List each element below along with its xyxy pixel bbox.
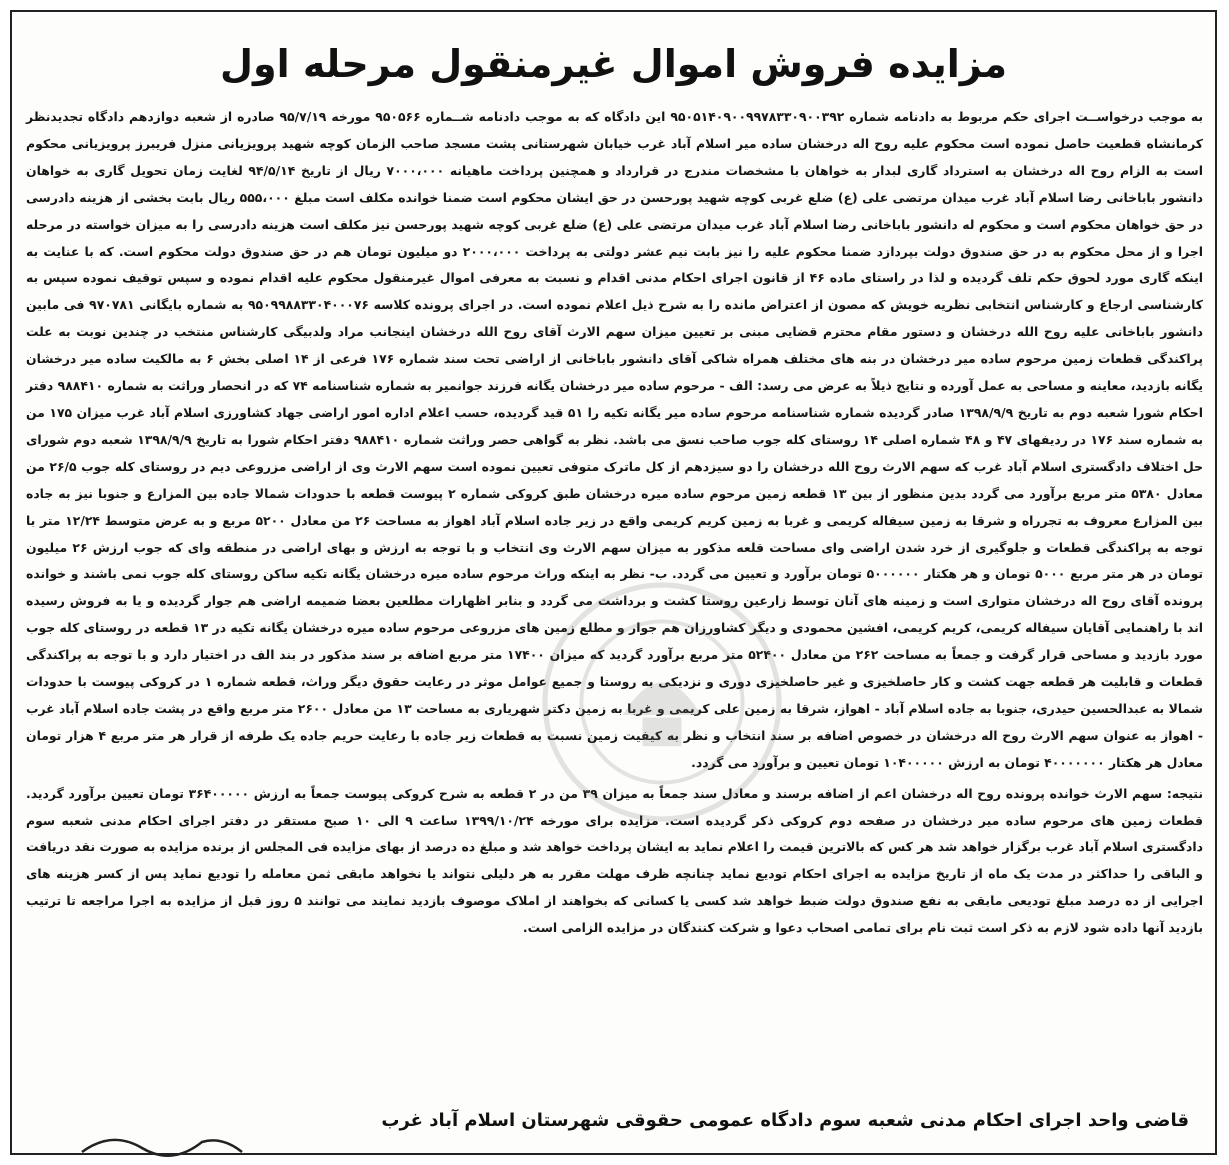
notice-paragraph-result: نتیجه: سهم الارث خوانده پرونده روح اله درخشان اعم از اضافه برسند و معادل سند جمعاً به میزان ۳۹ من در ۲ قطعه به شرح کروکی پیوست جمعاً به ارزش ۳۶۴۰۰۰۰۰ تومان تعیین برآورد گردید. قطعات زمین های مرحوم ساده میر درخشان در صفحه دوم کروکی ذکر گردیده است. مزایده برای مورخه ۱۳۹۹/۱۰/۲۴ ساعت ۹ الی ۱۰ صبح مستقر در دفتر اجرای احکام مدنی شعبه سوم دادگستری اسلام آباد غرب برگزار خواهد شد هر کس که بالاترین قیمت را اعلام نماید به ایشان پرداخت خواهد شد و مبلغ ده درصد از بهای مزایده فی المجلس از برنده مزایده به صورت نقد دریافت و الباقی را حداکثر در مدت یک ماه از تاریخ مزایده به اجرای احکام تودیع نماید چنانچه ظرف مهلت مقرر به هر دلیلی نتواند یا نخواهد مابقی ثمن معامله را تودیع نماید پس از کسر هزینه های اجرایی از ده درصد مبلغ تودیعی مابقی به نفع صندوق دولت ضبط خواهد شد کسی یا کسانی که بخواهند از املاک موصوف بازدید نمایند می توانند ۵ روز قبل از مزایده به اجرا مراجعه تا ترتیب بازدید آنها داده شود لازم به ذکر است ثبت نام برای تمامی اصحاب دعوا و شرکت کنندگان در مزایده الزامی است. <box>26 785 1204 936</box>
handwritten-mark-icon <box>72 1122 252 1162</box>
notice-body <box>26 104 1203 942</box>
notice-page <box>10 10 1217 1155</box>
notice-title: مزایده فروش اموال غیرمنقول مرحله اول <box>220 42 1007 86</box>
judge-signature-line: قاضی واحد اجرای احکام مدنی شعبه سوم دادگاه عمومی حقوقی شهرستان اسلام آباد غرب <box>381 1110 1189 1131</box>
notice-paragraph-main: به موجب درخواســت اجرای حکم مربوط به دادنامه شماره ۹۵۰۵۱۴۰۹۰۰۹۹۷۸۳۳۰۹۰۰۳۹۲ این دادگاه که به موجب دادنامه شــماره ۹۵۰۵۶۶ مورخه ۹۵/۷/۱۹ صادره از شعبه دوازدهم دادگاه تجدیدنظر کرمانشاه قطعیت حاصل نموده است محکوم علیه روح اله درخشان ساده میر اسلام آباد غرب خیابان شهرستانی پشت مسجد صاحب الزمان کوچه شهید پرویزیانی منزل فریبرز پرویزیانی محکوم است به الزام روح اله درخشان به استرداد گاری لبدار به خواهان با مشخصات مندرج در قرارداد و همچنین پرداخت ماهیانه ۷۰۰۰،۰۰۰ ریال از تاریخ ۹۴/۵/۱۴ لغایت زمان تحویل گاری به خواهان دانشور باباخانی رضا اسلام آباد غرب میدان مرتضی علی (ع) ضلع غربی کوچه شهید پورحسن در حق ایشان محکوم است ضمنا خوانده مکلف است مبلغ ۵۵۵،۰۰۰ ریال بابت بخشی از هزینه دادرسی در حق خواهان محکوم است و محکوم له دانشور باباخانی رضا اسلام آباد غرب میدان مرتضی علی (ع) ضلع غربی کوچه شهید پورحسن نیز مکلف است هزینه دادرسی را به میزان خواسته در مرحله اجرا و از محل محکوم به در حق صندوق دولت بپردازد ضمنا محکوم علیه را نیز بابت نیم عشر دولتی به پرداخت ۲۰۰۰،۰۰۰ دو میلیون تومان هم در حق صندوق دولت محکوم است. که با عنایت به اینکه گاری مورد لحوق حکم تلف گردیده و لذا در راستای ماده ۴۶ از قانون اجرای احکام مدنی اقدام و نسبت به معرفی اموال غیرمنقول محکوم علیه اقدام نموده و سپس توقیف نموده سپس به کارشناسی ارجاع و کارشناس انتخابی نظریه خویش که مصون از اعتراض مانده را به شرح ذیل اعلام نموده است. در اجرای پرونده کلاسه ۹۵۰۹۹۸۸۳۳۰۴۰۰۰۷۶ به شماره بایگانی ۹۷۰۷۸۱ فی مابین دانشور باباخانی علیه روح الله درخشان و دستور مقام محترم قضایی مبنی بر تعیین میزان سهم الارث آقای روح الله درخشان اینجانب مراد ولدبیگی کارشناس منتخب در چندین نوبت به علت پراکندگی قطعات زمین مرحوم ساده میر درخشان در بنه های مختلف همراه شاکی آقای دانشور باباخانی از اراضی تحت سند شماره ۱۷۶ فرعی از ۱۴ اصلی بخش ۶ به مالکیت ساده میر درخشان یگانه بازدید، معاینه و مساحی به عمل آورده و نتایج ذیلاً به عرض می رسد: الف - مرحوم ساده میر درخشان یگانه فرزند جوانمیر به شماره شناسنامه ۷۴ که در انحصار وراثت به شماره ۹۸۸۴۱۰ دفتر احکام شورا شعبه دوم به تاریخ ۱۳۹۸/۹/۹ صادر گردیده شماره شناسنامه مرحوم ساده میر یگانه تکیه را ۵۱ قید گردیده، حسب اعلام اداره امور اراضی جهاد کشاورزی اسلام آباد غرب میزان ۱۷۵ من به شماره سند ۱۷۶ در ردیفهای ۴۷ و ۴۸ شماره اصلی ۱۴ روستای کله جوب صاحب نسق می باشد. نظر به گواهی حصر وراثت شماره ۹۸۸۴۱۰ دفتر احکام شورا به تاریخ ۱۳۹۸/۹/۹ شعبه دوم شورای حل اختلاف دادگستری اسلام آباد غرب که سهم الارث روح الله درخشان را دو سیزدهم از کل ماترک متوفی تعیین نموده است سهم الارث وی از اراضی مزروعی دیم در روستای کله جوب ۲۶/۵ من معادل ۵۳۸۰ متر مربع برآورد می گردد بدین منظور از بین ۱۳ قطعه زمین مرحوم ساده میره درخشان طبق کروکی شماره ۲ پیوست قطعه با حدودات شمالا جاده بین المزارع و جنوبا نیز به جاده بین المزارع معروف به تجرراه و شرقا به زمین سیفاله کریمی و غربا به زمین کریم کریمی واقع در زیر جاده اسلام آباد اهواز به مساحت ۲۶ من معادل ۵۲۰۰ مربع و به عرض متوسط ۱۲/۲۴ متر با توجه به پراکندگی قطعات و جلوگیری از خرد شدن اراضی وای مساحت قلعه مذکور به میزان سهم الارث وی انتخاب و با توجه به ارزش و بهای اراضی در منطقه وای که جوب ارزش ۲۶ میلیون تومان در هر متر مربع ۵۰۰۰ تومان و هر هکتار ۵۰۰۰۰۰۰ تومان برآورد و تعیین می گردد. ب- نظر به اینکه وراث مرحوم ساده میره درخشان یگانه تکیه ساکن روستای کله جوب نمی باشند و خوانده پرونده آقای روح اله درخشان متواری است و زمینه های آنان توسط زارعین روستا کشت و برداشت می گردد و بنابر اظهارات مطلعین بعضا ضمیمه اراضی هم جوار گردیده و یا به فروش رسیده اند با راهنمایی آقایان سیفاله کریمی، کریم کریمی، افشین محمودی و دیگر کشاورزان هم جوار و مطلع زمین های مزروعی مرحوم ساده میره درخشان یگانه تکیه در ۱۳ قطعه در روستای کله جوب مورد بازدید و مساحی قرار گرفت و جمعاً به مساحت ۲۶۲ من معادل ۵۲۴۰۰ متر مربع برآورد گردید که میزان ۱۷۴۰۰ متر مربع اضافه بر سند مذکور در بند الف در اختیار دارد و با توجه به پراکندگی قطعات و قابلیت هر قطعه جهت کشت و کار حاصلخیزی و غیر حاصلخیزی دوری و نزدیکی به روستا و جمیع عوامل موثر در رعایت حقوق دیگر وراث، قطعه شماره ۱ در کروکی پیوست با حدودات شمالا به عبدالحسین حیدری، جنوبا به جاده اسلام آباد - اهواز، شرقا به زمین علی کریمی و غربا به زمین دکتر شهریاری به مساحت ۱۳ من معادل ۲۶۰۰ متر مربع واقع در پشت جاده اسلام آباد غرب - اهواز به عنوان سهم الارث روح اله درخشان در خصوص اضافه بر سند انتخاب و نظر به کیفیت زمین نسبت به قطعات زیر جاده با رعایت حریم جاده یک طرفه از قرار هر متر مربع ۴ هزار تومان معادل هر هکتار ۴۰۰۰۰۰۰۰ تومان به ارزش ۱۰۴۰۰۰۰۰ تومان تعیین و برآورد می گردد. <box>26 109 1204 770</box>
